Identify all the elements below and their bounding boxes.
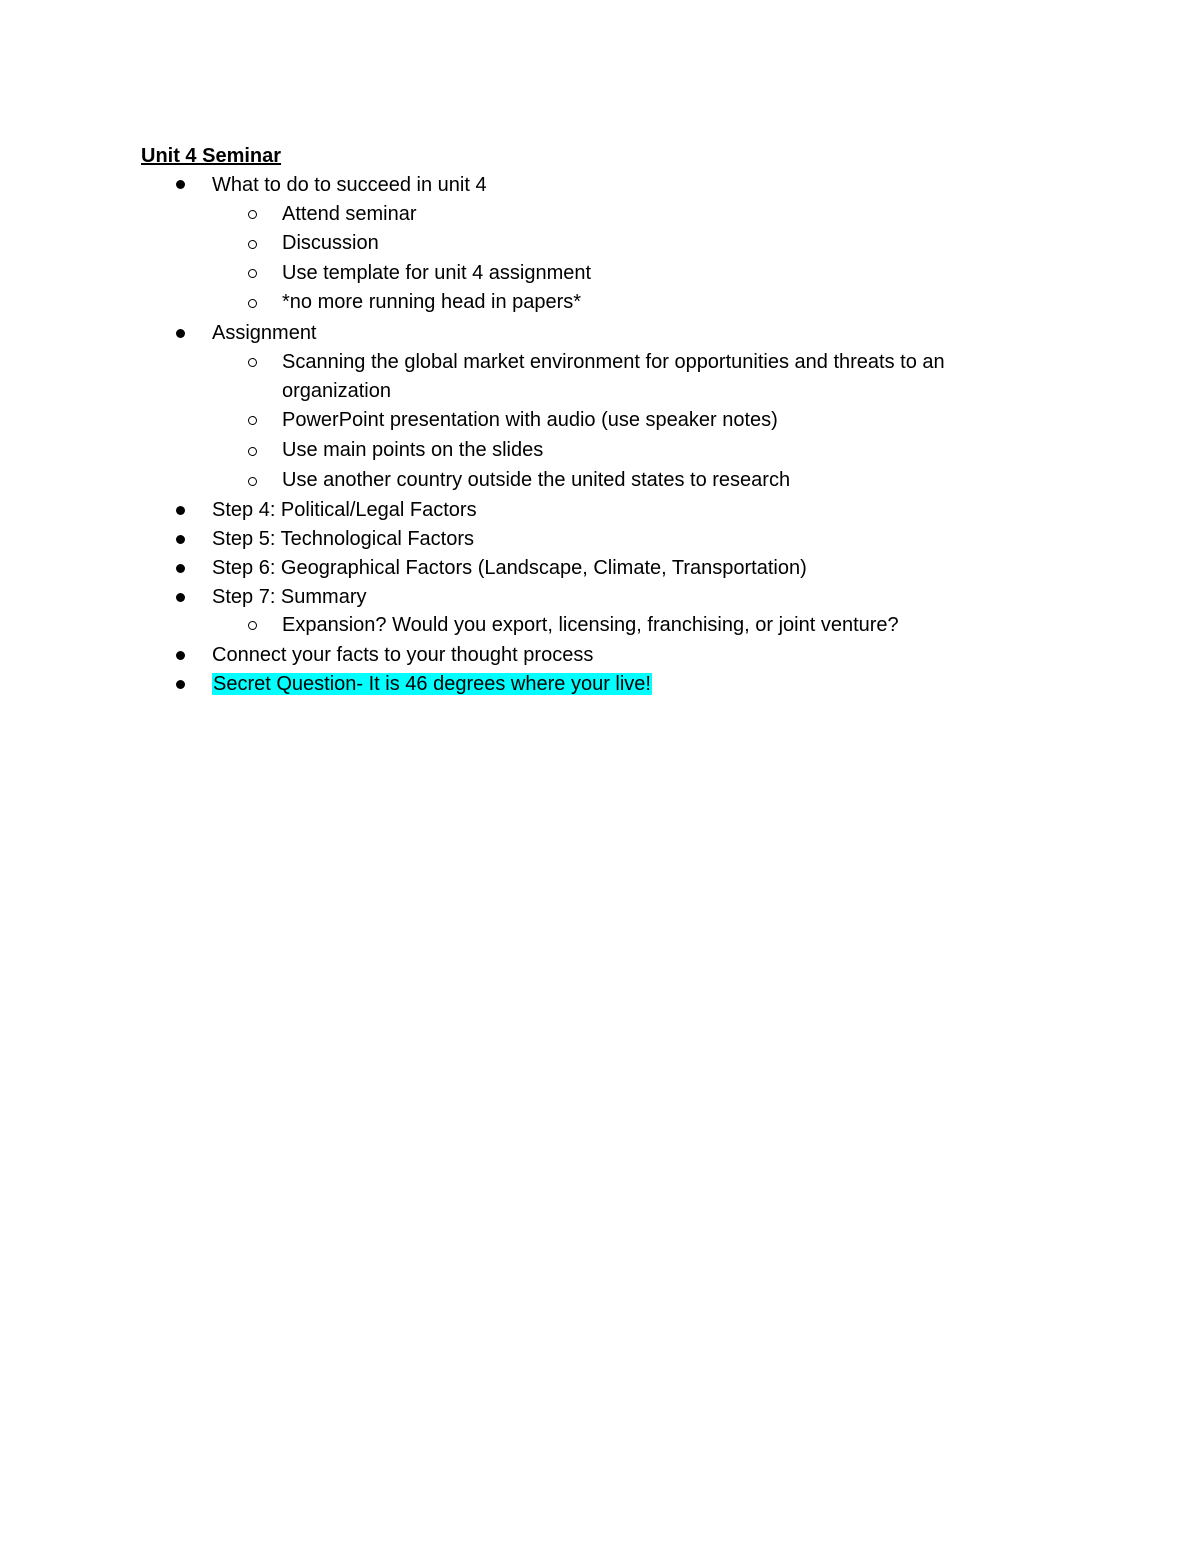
list-item: Use another country outside the united states to research [282,469,791,491]
list-item-highlighted [212,670,652,699]
list-item: Scanning the global market environment for opportunities and threats to an [282,351,945,373]
bullet-icon [176,593,185,602]
list-item: *no more running head in papers* [282,291,582,313]
list-item: Assignment [212,322,317,344]
circle-bullet-icon [248,621,257,630]
list-item: Attend seminar [282,203,417,225]
bullet-icon [176,564,185,573]
bullet-icon [176,535,185,544]
list-item: Discussion [282,232,379,254]
bullet-icon [176,680,185,689]
list-item: Step 4: Political/Legal Factors [212,499,477,521]
circle-bullet-icon [248,477,257,486]
list-item: Step 6: Geographical Factors (Landscape, Climate, Transportation) [212,557,807,579]
circle-bullet-icon [248,358,257,367]
circle-bullet-icon [248,447,257,456]
list-item: Use template for unit 4 assignment [282,262,592,284]
circle-bullet-icon [248,416,257,425]
circle-bullet-icon [248,269,257,278]
list-item: What to do to succeed in unit 4 [212,174,487,196]
list-item: Connect your facts to your thought process [212,644,594,666]
bullet-icon [176,180,185,189]
list-item-continuation: organization [282,380,391,402]
circle-bullet-icon [248,299,257,308]
list-item: Step 7: Summary [212,586,367,608]
list-item: Step 5: Technological Factors [212,528,475,550]
bullet-icon [176,329,185,338]
list-item: Expansion? Would you export, licensing, franchising, or joint venture? [282,614,899,636]
document-title: Unit 4 Seminar [141,145,282,167]
bullet-icon [176,651,185,660]
bullet-icon [176,506,185,515]
list-item: Use main points on the slides [282,439,544,461]
circle-bullet-icon [248,210,257,219]
list-item: PowerPoint presentation with audio (use speaker notes) [282,409,778,431]
circle-bullet-icon [248,240,257,249]
highlighted-text: Secret Question- It is 46 degrees where your live! [213,673,651,695]
